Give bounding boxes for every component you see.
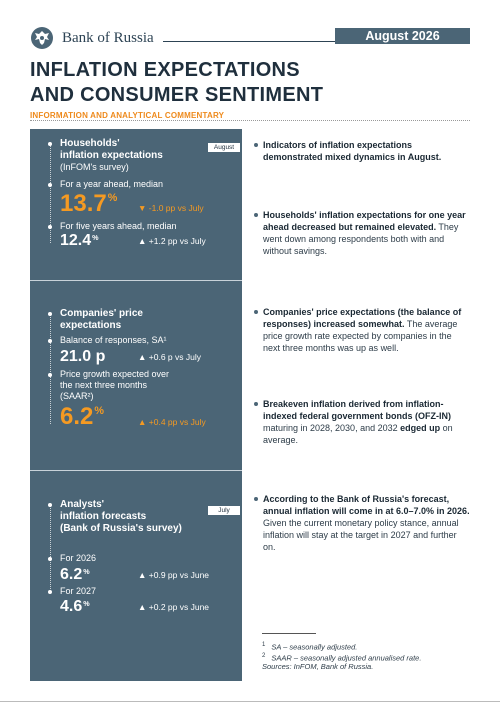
growth-number: 6.2: [60, 403, 94, 430]
bullet-icon: [48, 339, 52, 343]
forecast-2026-number: 6.2: [60, 566, 83, 583]
five-years-label: For five years ahead, median: [60, 221, 177, 231]
forecast-2027-unit: %: [83, 599, 90, 608]
footnote-1-text: SA – seasonally adjusted.: [271, 642, 358, 652]
balance-label: Balance of responses, SA¹: [60, 335, 167, 345]
growth-label-line3: (SAAR²): [60, 391, 94, 401]
p3-bold: Companies' price expectations (the balance of responses) increased somewhat.: [263, 307, 462, 329]
commentary-paragraph-2: [263, 209, 470, 257]
analysts-title-line2: inflation forecasts: [60, 511, 147, 522]
five-years-change: ▲ +1.2 pp vs July: [138, 236, 206, 246]
bullet-icon: [48, 312, 52, 316]
forecast-2027-label: For 2027: [60, 586, 97, 596]
analysts-title-line1: Analysts': [60, 499, 105, 510]
date-badge: August 2026: [335, 28, 470, 44]
indicators-panel: [30, 129, 242, 681]
year-ahead-value: [60, 192, 117, 216]
title-line-2: AND CONSUMER SENTIMENT: [30, 84, 324, 106]
growth-label-line2: the next three months: [60, 380, 148, 390]
companies-title-line2: expectations: [60, 320, 122, 331]
footnote-2-number: 2: [262, 653, 266, 659]
subtitle-rule: [30, 120, 470, 121]
bullet-icon: [254, 143, 258, 147]
bullet-icon: [254, 497, 258, 501]
dotted-connector: [50, 314, 51, 424]
households-title-line2: inflation expectations: [60, 150, 163, 161]
bullet-icon: [254, 310, 258, 314]
analysts-period-tag: July: [208, 506, 240, 515]
year-ahead-unit: %: [107, 192, 118, 204]
companies-title: [60, 308, 143, 332]
bullet-icon: [48, 557, 52, 561]
forecast-2027-value: [60, 599, 90, 615]
households-title: [60, 138, 163, 162]
panel-separator: [30, 470, 242, 471]
balance-change: ▲ +0.6 p vs July: [138, 352, 201, 362]
year-ahead-label: For a year ahead, median: [60, 179, 164, 189]
p4-mid: maturing in 2028, 2030, and 2032: [263, 423, 401, 433]
companies-title-line1: Companies' price: [60, 308, 143, 319]
bullet-icon: [254, 213, 258, 217]
balance-value: 21.0 p: [60, 348, 106, 365]
p5-rest: Given the current monetary policy stance, annual inflation will stay at the target in 2027 and further on.: [263, 518, 459, 552]
bullet-icon: [48, 503, 52, 507]
households-title-line1: Households': [60, 138, 120, 149]
forecast-2026-label: For 2026: [60, 553, 97, 563]
bullet-icon: [48, 183, 52, 187]
p1-bold: Indicators of inflation expectations demonstrated mixed dynamics in August.: [263, 140, 442, 162]
p2-bold: Households' inflation expectations for one year ahead decreased but remained elevated.: [263, 210, 466, 232]
commentary-paragraph-1: [263, 139, 470, 163]
bullet-icon: [48, 225, 52, 229]
five-years-value: [60, 233, 99, 249]
forecast-2026-change: ▲ +0.9 pp vs June: [138, 570, 210, 580]
households-period-tag: August: [208, 143, 240, 152]
sources-note: Sources: InFOM, Bank of Russia.: [262, 662, 374, 671]
bullet-icon: [48, 142, 52, 146]
forecast-2026-unit: %: [83, 567, 90, 576]
p4-rest: on average.: [263, 423, 453, 445]
growth-value: [60, 405, 104, 429]
title-line-1: INFLATION EXPECTATIONS: [30, 59, 300, 81]
forecast-2027-change: ▲ +0.2 pp vs June: [138, 602, 210, 612]
p4-bold-1: Breakeven inflation derived from inflation-indexed federal government bonds (OFZ-IN): [263, 399, 452, 421]
year-ahead-change: ▼ -1.0 pp vs July: [138, 203, 204, 213]
growth-label-line1: Price growth expected over: [60, 369, 170, 379]
bullet-icon: [48, 590, 52, 594]
households-source: (InFOM's survey): [60, 162, 129, 172]
page-bottom-rule: [0, 701, 500, 702]
footnote-rule: [262, 633, 316, 634]
commentary-paragraph-4: [263, 398, 470, 446]
p4-bold-2: edged up: [400, 423, 441, 433]
growth-label: [60, 369, 169, 402]
panel-separator: [30, 280, 242, 281]
growth-change: ▲ +0.4 pp vs July: [138, 417, 206, 427]
p2-rest: They went down among respondents both with and without savings.: [263, 222, 459, 256]
dotted-connector: [50, 504, 51, 589]
header-rule: [163, 41, 335, 42]
growth-unit: %: [94, 405, 104, 417]
year-ahead-number: 13.7: [60, 190, 107, 217]
footnote-1-number: 1: [262, 642, 266, 648]
page-subtitle: INFORMATION AND ANALYTICAL COMMENTARY: [30, 111, 225, 120]
bullet-icon: [48, 373, 52, 377]
footnote-2-text: SAAR – seasonally adjusted annualised rate.: [271, 653, 422, 663]
bullet-icon: [254, 402, 258, 406]
p5-bold: According to the Bank of Russia's forecast, annual inflation will come in at 6.0–7.0% in 2026.: [263, 494, 470, 516]
five-years-unit: %: [92, 233, 99, 242]
p3-rest: The average price growth rate expected by companies in the next three months was up as well.: [263, 319, 458, 353]
analysts-title-line3: (Bank of Russia's survey): [60, 523, 182, 534]
analysts-title: [60, 499, 182, 535]
commentary-paragraph-3: [263, 306, 470, 354]
forecast-2026-value: [60, 567, 90, 583]
five-years-number: 12.4: [60, 232, 92, 249]
page-title: [30, 58, 470, 108]
commentary-paragraph-5: [263, 493, 470, 553]
forecast-2027-number: 4.6: [60, 598, 83, 615]
bank-of-russia-eagle-icon: [30, 26, 54, 50]
bank-name: Bank of Russia: [62, 30, 154, 46]
